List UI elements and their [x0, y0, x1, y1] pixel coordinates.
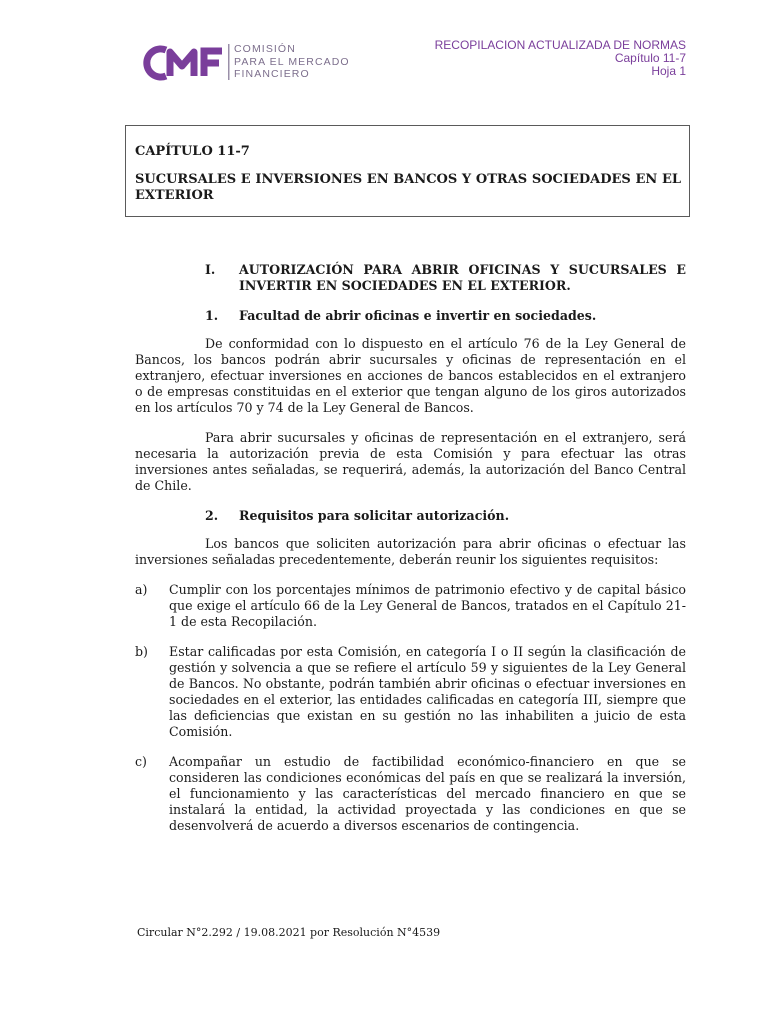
chapter-heading: CAPÍTULO 11-7	[135, 144, 250, 159]
subsection-number: 1.	[205, 308, 219, 323]
logo-line-2: PARA EL MERCADO	[234, 55, 350, 68]
title-box	[125, 125, 690, 217]
paragraph: De conformidad con lo dispuesto en el artículo 76 de la Ley General de Bancos, los bancos podrán abrir sucursales y oficinas de representación en el extranjero, efectuar inversiones en acciones de bancos establecidos en el extranjero o de empresas constituidas en el exterior que tengan alguno de los giros autorizados en los artículos 70 y 74 de la Ley General de Bancos.	[135, 336, 686, 415]
section-number: I.	[205, 262, 216, 277]
logo-wordmark	[234, 43, 350, 81]
subsection-2-heading	[205, 508, 686, 524]
document-body	[135, 262, 686, 834]
subsection-1-heading	[205, 308, 686, 324]
list-item-label: c)	[135, 754, 147, 769]
section-heading	[205, 262, 686, 294]
section-title: AUTORIZACIÓN PARA ABRIR OFICINAS Y SUCURSALES E INVERTIR EN SOCIEDADES EN EL EXTERIOR.	[239, 262, 686, 293]
paragraph: Para abrir sucursales y oficinas de representación en el extranjero, será necesaria la autorización previa de esta Comisión y para efectuar las otras inversiones antes señaladas, se requerirá, además, la autorización del Banco Central de Chile.	[135, 430, 686, 493]
list-item-text: Estar calificadas por esta Comisión, en categoría I o II según la clasificación de gestión y solvencia a que se refiere el artículo 59 y siguientes de la Ley General de Bancos. No obstante, podrán también abrir oficinas o efectuar inversiones en sociedades en el exterior, las entidades calificadas en categoría III, siempre que las deficiencias que existan en su gestión no las inhabiliten a juicio de esta Comisión.	[169, 644, 686, 739]
list-item	[135, 754, 686, 834]
list-item	[135, 644, 686, 740]
list-item-label: a)	[135, 582, 148, 597]
chapter-label: Capítulo 11-7	[614, 51, 686, 65]
chapter-title: SUCURSALES E INVERSIONES EN BANCOS Y OTRAS SOCIEDADES EN EL EXTERIOR	[135, 172, 681, 203]
page-footer: Circular N°2.292 / 19.08.2021 por Resolución N°4539	[137, 926, 441, 939]
logo-line-3: FINANCIERO	[234, 68, 310, 80]
sheet-label: Hoja 1	[651, 64, 686, 78]
logo-line-1: COMISIÓN	[234, 43, 296, 55]
list-item-text: Cumplir con los porcentajes mínimos de patrimonio efectivo y de capital básico que exige el artículo 66 de la Ley General de Bancos, tratados en el Capítulo 21-1 de esta Recopilación.	[169, 582, 686, 629]
subsection-number: 2.	[205, 508, 219, 523]
list-item-label: b)	[135, 644, 148, 659]
list-item-text: Acompañar un estudio de factibilidad económico-financiero en que se consideren las condiciones económicas del país en que se realizará la inversión, el funcionamiento y las características del mercado financiero en que se instalará la entidad, la actividad proyectada y las condiciones en que se desenvolverá de acuerdo a diversos escenarios de contingencia.	[169, 754, 686, 833]
collection-title: RECOPILACION ACTUALIZADA DE NORMAS	[434, 38, 686, 52]
paragraph: Los bancos que soliciten autorización para abrir oficinas o efectuar las inversiones señaladas precedentemente, deberán reunir los siguientes requisitos:	[135, 536, 686, 567]
list-item	[135, 582, 686, 630]
subsection-title: Facultad de abrir oficinas e invertir en sociedades.	[239, 308, 597, 323]
page-header-info	[435, 39, 686, 78]
subsection-title: Requisitos para solicitar autorización.	[239, 508, 510, 523]
